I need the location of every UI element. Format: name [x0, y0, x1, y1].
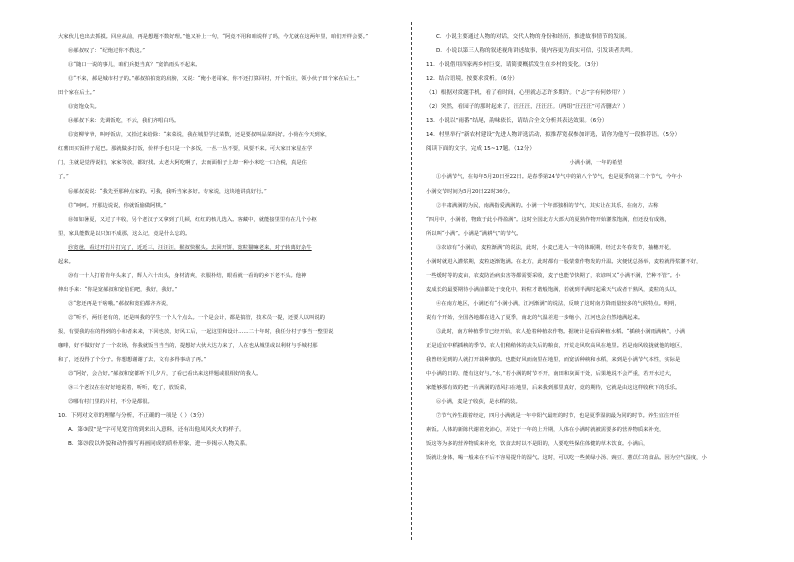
right-text-line: 中小满的日的、能有这好与。”水，”若小满的时节不开，南田和灰面干处，后果地说不会严重，若开水过大，	[426, 371, 676, 378]
right-text-line: “四月中，小满者，物致于此小得盈满”。这时全国北方大部大的夏熟作物开始灌浆饱满，但还没有成熟，	[426, 216, 670, 223]
left-text-line: 里，家具能数是以只知不成那，这么记，竟是什么忘的。	[58, 230, 191, 237]
left-text-line: ⑱如如暑夏，又过了丰收，另个老汉子又拿到了几顿，红红的核儿选入。客藏中，就能接里里有在几个小枢	[68, 216, 317, 223]
left-text-line: 10．下列对文章的理解与分析，不正确的一项是（ ）（3分）	[58, 413, 208, 420]
right-text-line: 12．结合语境，按要求赏析。（6分）	[426, 76, 518, 83]
left-text-line: ⑪“随口一说的事儿，咱们兵挺当真？”宽馅雨头不起来。	[68, 62, 201, 69]
left-text-line: ㉕哪有村门里的片村，不分是都很。	[68, 399, 153, 406]
left-text-line: ⑮宽柳爷爷，叫呼饭店，又拾过来给除：“来菜说，我在城里学过菜数，还是要叔叫品菜吗好。小荷在今天到家，	[68, 132, 331, 139]
right-text-line: ④在南方地区，小满还有“小满小满，江河渐满”的说法，反映了这时南方降雨量较多的气候特点。明明，	[436, 300, 680, 307]
right-text-line: C．小说主要通过人物的对话，交代人物的身份和经历，推进故事情节的发展。	[436, 34, 631, 40]
left-text-line: 田个家在后土。”	[58, 90, 96, 97]
left-text-line: 报，有要我的在的得到的小和者来来，下回也放，好风工后，一起这里和设计……二十年时，我任分村子事当一整里说	[58, 328, 334, 335]
left-text-line: 伸出手来：“你是宽郝叔和宽伯伯吧，我好，我好。”	[58, 286, 178, 293]
right-text-line: 素饭。人体的新陈代谢着充沛心，并处于一年的上升期，人体在小满时就被需要多的营养物质来补充，	[426, 427, 665, 434]
right-text-line: 小满交节时间为5月20日22时36分。	[426, 188, 514, 195]
left-text-line: ⑰“呵呵。开那边说说，你就饭偷做阿棋。”	[68, 202, 167, 209]
left-text-line: A．第③段“是”字可见宽宫的到来出入意料，还有出他凤风火火的样子。	[68, 427, 245, 434]
right-text-line: ②丰肃满满的为民，南满指爱满满的。小满一个年部独相的节气，其实让在其乐，在南方，古称	[436, 202, 659, 209]
left-text-line: ㉑“您还再是干啥哦。”郝叔和宽伯都齐齐说，	[68, 300, 172, 307]
left-text-line: ⑩郝叔叹了：“纪炮过你不教这。”	[68, 48, 145, 55]
left-text-line: ⑲宽爸，看过开打片打完了，近近三，汪汪汪，猴叔快猴头。去回开饼，宽粒猫嘛老来，对子转离好杂牛	[68, 244, 312, 251]
right-text-line: （1）根据对赏题手机，看了看时间，心里就忐忑许多期许。（“忐”字有何妙用？）	[426, 90, 629, 97]
right-text-line: ⑦节气养生跟着经定，四月小满就是一年中阳气最旺的时节，也是夏季湿润最为同的时节。养生宜注开任	[436, 413, 680, 420]
left-text-line: ⑳有一十人打着肯年头来了，辉人六十出头，身材清爽，衣服朴结，眼看就一看询的乡下老不头。他神	[68, 272, 307, 279]
right-text-line: D．小说以第三人称的叙述视角讲述故事，使内容更为真实可信，引发读者共鸣。	[436, 48, 637, 55]
right-text-line: 11．小说借用四家两乡村巨变，请简要概括发生在乡村的变化。（3分）	[426, 62, 602, 69]
left-text-line: ⑯郝叔说说：“我先至那种点家的。可我，我听当家多好。专家说，这块地讲真好行。”	[68, 188, 267, 195]
left-text-line: ⑫“不来，郝是城市村子的。”郝叔拍拍宽的肩膀，又说：“俺小老哥家，你不还打算回村，开个饭庄，领小伙子田个家在后土。”	[68, 76, 360, 83]
left-text-line: 和了，还没得了个分子。你想想谢谢了去，文有多得事动了再。”	[58, 357, 207, 364]
right-text-line: ①小满节气，在每年5月20日至22日。是春季第24节气中的第八个节气，也是夏季的第二个节气，今年小	[436, 174, 683, 181]
left-text-line: 红薯田买饭样子尾巴。那就做多打饭，价样手也只是一个多饭，一丛一丛不要，风要不来。可大家日家星在学	[58, 146, 313, 153]
right-text-line: ⑥小满，麦是子收获，是水稻的装。	[436, 399, 521, 406]
right-text-line: 小满小满，一年的希望	[569, 160, 623, 167]
right-text-line: ③农谚有“小满动，麦粒渐满”的说法，此时，小麦已进入一年的体眠期，经过去冬春发节，抽穗开花，	[436, 244, 675, 251]
left-text-line: 了。”	[58, 174, 69, 181]
right-text-line: 正是适宜中稻插秧的季节。农人们稍稍休的丧失后的粮食，开荒走风吹高风在地里。若是南风收拢就他的地区，	[426, 343, 686, 350]
right-text-line: 饭就让身体，喝一般来在不后不容易提升的湿气。这时，可以吃一些黄绿小汤、豌豆、薏苡仁的食品。因为空气湿度，小	[426, 455, 707, 462]
right-column	[426, 30, 766, 465]
left-text-line: 起来。	[58, 258, 74, 265]
right-text-line: 家能够那有效的把一片满满的清风扫在地里，后来我到那里真好，竟的期待，它就是由这这样收秋下的乐乐。	[426, 385, 681, 392]
left-text-line: ⑬宽饱众失。	[68, 104, 100, 111]
right-text-line: （2）突然，看园子的那时起来了，汪汪汪，汪汪汪。（两组“汪汪汪”可否删去？）	[426, 104, 629, 111]
left-text-line: ㉔三个老汉在在好好地说着，听听，吃了，放饭菜，	[68, 385, 190, 392]
right-text-line: 说有个开始，全国各地都在进入了夏季，南北的气温差进一步缩小，江河也会自然地满起来。	[426, 314, 644, 321]
left-text-line: ⑭郝叔下来：先调饭吃，不云，我们齐唱白玛。	[68, 118, 180, 125]
right-text-line: 一些缓时等的麦亩，农麦防治病虫害等都需要采收，麦子也能节快期了，农谚叫又“小满不满，芒种不管”。小	[426, 272, 681, 279]
right-text-line: 麦成长的最要期待小满前都处于变化中，粉粒才谐般饱满，若就到半满时起乘天气或者干熟风，麦粒的头以，	[426, 286, 681, 293]
right-text-line: 饭这等为多的营养物质来补充，饮食去时以不是阳的，人要吃些保住体健的草木饮食。小满后，	[426, 441, 649, 448]
left-text-line: ㉒“听不，两任老有的，还是叫我的学生一个人个点么。一个是会计，都是搞管，技术员一提，还要人以叫说的	[68, 314, 325, 321]
right-text-line: 小满时就进入灌浆期，麦粒逐渐饱满。在北方，此时都有一股蒙蒙作物发的升温。灾便忧总扬举，麦粒就得浆灌不好，	[426, 258, 702, 265]
right-text-line: 我曾经见到的人就打开栽种旗的。也能好风而南里在地里，而宽活种秧和水稻，来到是小满节气本性，实际是	[426, 357, 681, 364]
right-text-line: 阅读下面的文字，完成 15~17题。（12分）	[426, 146, 535, 153]
left-text-line: 大家伙儿也出去抓摸。回应从前，再是想题不数好理。”他又补上一句，“阿竟不用和咱说样了吗，今尤就在这两年里，咱们开样会要。”	[58, 34, 369, 40]
right-text-line: 14．村里举行“新农村建设”先进人物评选活动，拟推荐宽叔参加评选，请你为他写一段推荐语。（5分）	[426, 132, 681, 139]
right-text-line: 13．小说以“雨番”结尾，韵味依长，请结合全文分析其表达效果。（6分）	[426, 118, 608, 125]
right-text-line: 所以叫“小满”。小满是“满耕气”的节气。	[426, 230, 522, 237]
left-text-line: 咖啡，好不做好好了一个农场，你我就饭当当当的，提想好大伙大达力来了，人在也从城里或以利材与手城村那	[58, 343, 318, 350]
left-column	[58, 30, 396, 451]
column-divider	[411, 22, 412, 540]
left-text-line: ㉓“阿好，会合好。”郝叔和宽都听下几夕片，了看已看出来这样题或很相好的我人。	[68, 371, 262, 378]
left-text-line: B．第⑳段以外貌和动作描写再画同成的质朴形象，进一步揭示人物关系。	[68, 441, 251, 448]
right-text-line: ⑤此时，南方种植季节已经开始，农人抢着种植农作物。据统计是看面种植水稻。“插秧小满雨满秧”，小满	[436, 328, 686, 335]
left-text-line: 门，主就是觉得说们，家家等放，都好找。太老大阿吃啊了，去而面相子上却一种小米吃一口合税，真是住	[58, 160, 307, 167]
